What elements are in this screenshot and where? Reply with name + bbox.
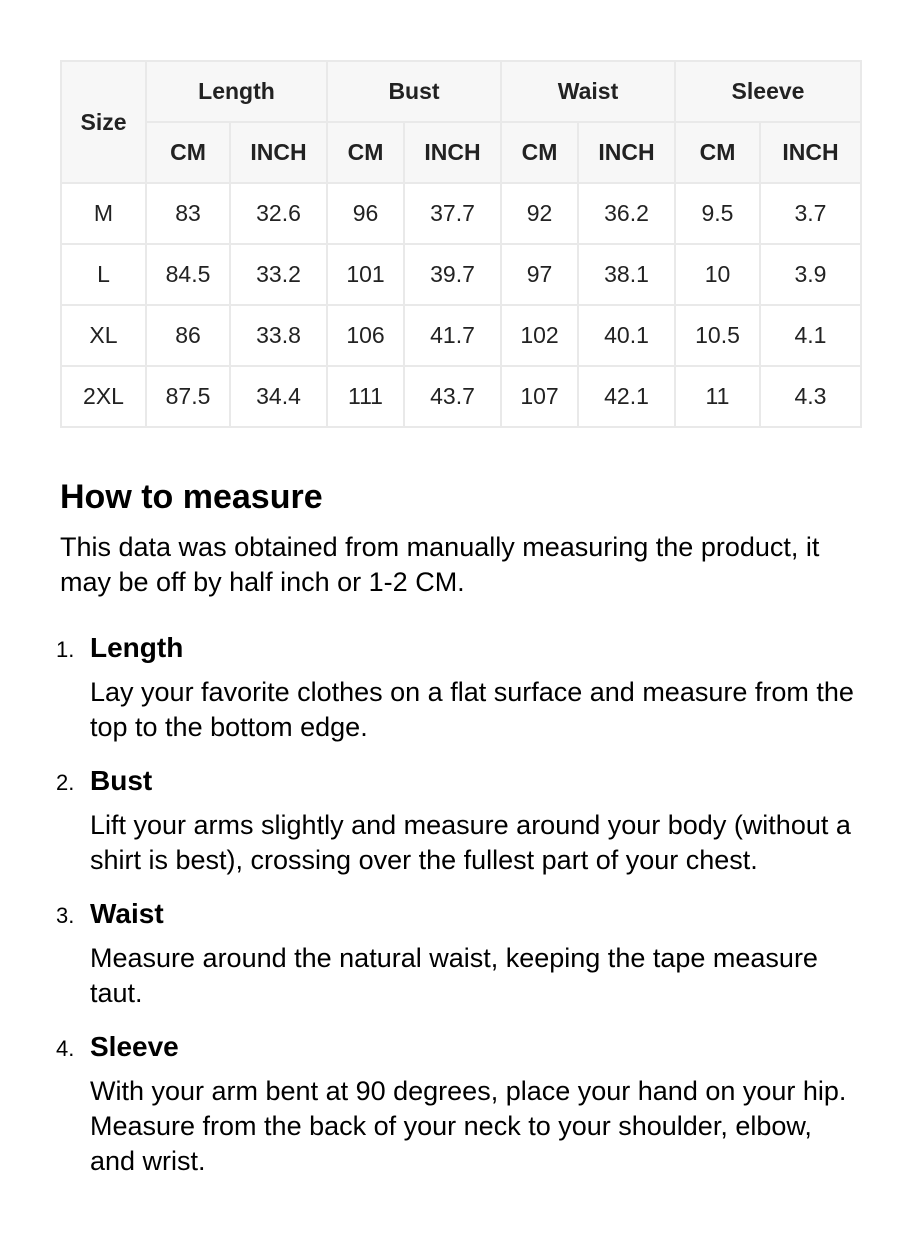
unit-header-inch: INCH xyxy=(578,122,675,183)
step-number: 3. xyxy=(56,903,75,928)
unit-header-cm: CM xyxy=(501,122,578,183)
table-cell: 11 xyxy=(675,366,760,427)
size-chart-table xyxy=(60,60,862,428)
table-cell: 10.5 xyxy=(675,305,760,366)
group-header-bust: Bust xyxy=(327,61,501,122)
step-title: Bust xyxy=(90,765,153,796)
table-cell: 86 xyxy=(146,305,230,366)
unit-header-cm: CM xyxy=(327,122,404,183)
table-cell: 33.8 xyxy=(230,305,327,366)
table-cell: 32.6 xyxy=(230,183,327,244)
size-cell: XL xyxy=(61,305,146,366)
table-cell: 4.3 xyxy=(760,366,861,427)
unit-header-inch: INCH xyxy=(230,122,327,183)
table-cell: 111 xyxy=(327,366,404,427)
measure-steps-list xyxy=(56,630,860,1179)
table-cell: 84.5 xyxy=(146,244,230,305)
table-cell: 4.1 xyxy=(760,305,861,366)
unit-header-cm: CM xyxy=(675,122,760,183)
table-cell: 34.4 xyxy=(230,366,327,427)
table-cell: 97 xyxy=(501,244,578,305)
step-number: 2. xyxy=(56,770,75,795)
list-item xyxy=(56,1029,860,1179)
guide-title: How to measure xyxy=(60,478,323,516)
header-row-groups xyxy=(61,61,861,122)
table-row xyxy=(61,183,861,244)
header-row-units xyxy=(61,122,861,183)
table-row xyxy=(61,244,861,305)
table-cell: 96 xyxy=(327,183,404,244)
step-title: Waist xyxy=(90,898,164,929)
step-description: Lift your arms slightly and measure around your body (without a shirt is best), crossing over the fullest part of your chest. xyxy=(90,810,851,875)
step-description: Lay your favorite clothes on a flat surface and measure from the top to the bottom edge. xyxy=(90,677,854,742)
list-item xyxy=(56,630,860,745)
step-title: Length xyxy=(90,632,184,663)
table-cell: 38.1 xyxy=(578,244,675,305)
group-header-length: Length xyxy=(146,61,327,122)
size-cell: 2XL xyxy=(61,366,146,427)
table-cell: 107 xyxy=(501,366,578,427)
group-header-waist: Waist xyxy=(501,61,675,122)
table-cell: 42.1 xyxy=(578,366,675,427)
step-title: Sleeve xyxy=(90,1031,179,1062)
step-number: 4. xyxy=(56,1036,75,1061)
unit-header-inch: INCH xyxy=(404,122,501,183)
list-item xyxy=(56,896,860,1011)
table-cell: 3.9 xyxy=(760,244,861,305)
list-item xyxy=(56,763,860,878)
size-cell: L xyxy=(61,244,146,305)
group-header-sleeve: Sleeve xyxy=(675,61,861,122)
table-cell: 33.2 xyxy=(230,244,327,305)
measure-guide xyxy=(56,474,860,1197)
size-cell: M xyxy=(61,183,146,244)
table-cell: 83 xyxy=(146,183,230,244)
table-cell: 43.7 xyxy=(404,366,501,427)
table-cell: 3.7 xyxy=(760,183,861,244)
table-cell: 40.1 xyxy=(578,305,675,366)
table-cell: 102 xyxy=(501,305,578,366)
table-cell: 41.7 xyxy=(404,305,501,366)
table-cell: 9.5 xyxy=(675,183,760,244)
table-cell: 37.7 xyxy=(404,183,501,244)
unit-header-inch: INCH xyxy=(760,122,861,183)
guide-intro: This data was obtained from manually measuring the product, it may be off by half inch or 1-2 CM. xyxy=(60,532,820,597)
table-row xyxy=(61,305,861,366)
table-cell: 10 xyxy=(675,244,760,305)
table-row xyxy=(61,366,861,427)
table-cell: 106 xyxy=(327,305,404,366)
step-description: Measure around the natural waist, keeping the tape measure taut. xyxy=(90,943,818,1008)
table-cell: 92 xyxy=(501,183,578,244)
table-cell: 36.2 xyxy=(578,183,675,244)
size-header: Size xyxy=(61,61,146,183)
unit-header-cm: CM xyxy=(146,122,230,183)
table-cell: 39.7 xyxy=(404,244,501,305)
table-cell: 101 xyxy=(327,244,404,305)
table-cell: 87.5 xyxy=(146,366,230,427)
step-description: With your arm bent at 90 degrees, place your hand on your hip. Measure from the back of your neck to your shoulder, elbow, and wrist. xyxy=(90,1076,847,1176)
step-number: 1. xyxy=(56,637,75,662)
